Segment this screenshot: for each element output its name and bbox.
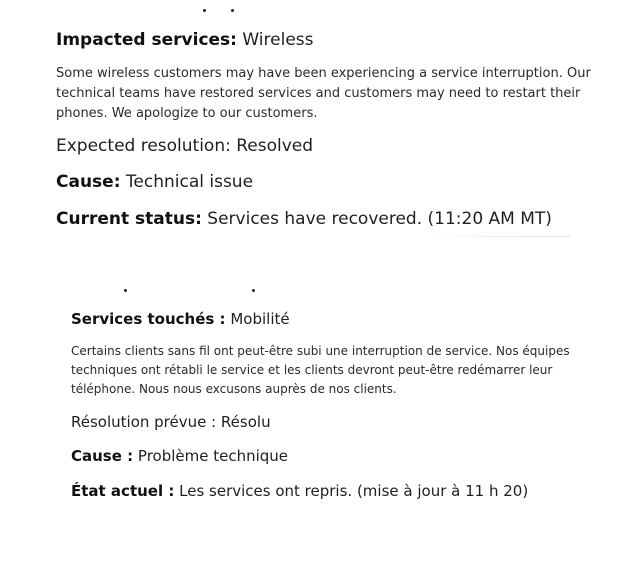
services-touches [71,308,591,330]
impacted-services-label: Impacted services: [56,30,237,50]
stray-mark [124,289,127,292]
current-status-label: Current status: [56,209,202,229]
etat-actuel-value: Les services ont repris. (mise à jour à 11 h 20) [179,482,529,500]
impacted-services [56,28,616,52]
cause-fr [71,445,591,467]
description: Some wireless customers may have been experiencing a service interruption. Our technical teams have restored services and customers may need to restart their phones. We apologize to our customers. [56,66,591,121]
stray-mark [231,9,234,12]
cause-label: Cause: [56,172,121,192]
services-touches-label: Services touchés : [71,310,226,328]
cause-fr-label: Cause : [71,447,134,465]
etat-actuel [71,480,591,502]
current-status-value: Services have recovered. (11:20 AM MT) [207,209,552,229]
etat-actuel-label: État actuel : [71,482,175,500]
expected-resolution: Expected resolution: Resolved [56,136,314,156]
stray-mark [252,289,255,292]
description-fr: Certains clients sans fil ont peut-être subi une interruption de service. Nos équipes techniques ont rétabli le service et les clients devront peut-être redémarrer leur téléphone. Nous nous excusons auprès de nos clients. [71,344,570,396]
stray-mark [203,9,206,12]
cause [56,170,616,194]
impacted-services-value: Wireless [242,30,314,50]
french-notice [71,308,591,502]
current-status [56,207,616,231]
cause-value: Technical issue [125,172,254,192]
english-notice [56,28,616,231]
cause-fr-value: Problème technique [137,447,289,465]
resolution-prevue: Résolution prévue : Résolu [71,413,271,431]
divider [420,236,570,237]
services-touches-value: Mobilité [230,310,290,328]
